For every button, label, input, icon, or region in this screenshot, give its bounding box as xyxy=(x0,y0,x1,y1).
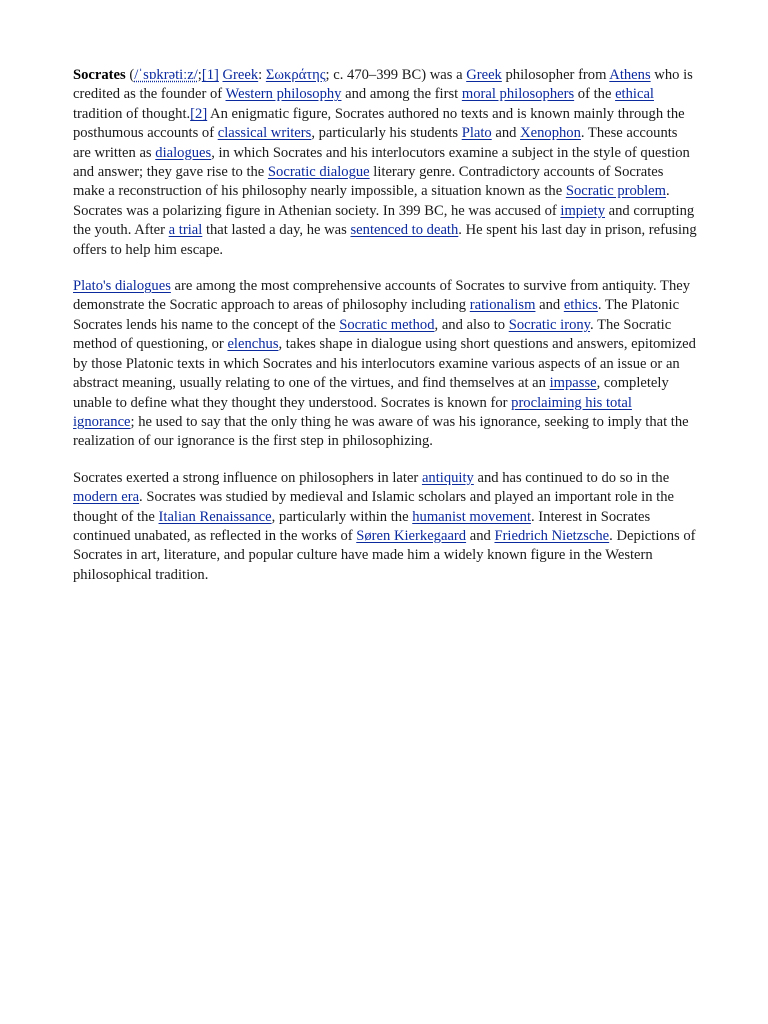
article-subject-bold: Socrates xyxy=(73,67,126,83)
text-run: philosopher from xyxy=(501,67,610,83)
text-run: ; c. 470–399 BC) was a xyxy=(325,67,467,83)
link-socratic-method[interactable]: Socratic method xyxy=(339,316,435,333)
text-run: and xyxy=(535,297,564,314)
text-run: ; he used to say that the only thing he was aware of was his ignorance, seeking to imply that the realization of our ignorance is the first step in philosophizing. xyxy=(73,413,689,450)
text-run: and has continued to do so in the xyxy=(473,469,670,486)
text-run: Socrates exerted a strong influence on philosophers in later xyxy=(73,469,422,486)
text-run: who is credited as the founder of xyxy=(73,67,693,103)
text-run: are among the most comprehensive accounts of Socrates to survive from antiquity. They demonstrate the Socratic approach to areas of philosophy including xyxy=(73,278,691,314)
text-run: tradition of thought. xyxy=(73,105,191,122)
text-run: . Socrates was studied by medieval and Islamic scholars and played an important role in the thought of the xyxy=(73,489,674,525)
link-ref[interactable]: Σωκράτης xyxy=(265,67,326,83)
paragraph-3 xyxy=(73,469,697,585)
text-run: , and also to xyxy=(434,316,509,333)
text-run: that lasted a day, he was xyxy=(202,222,351,239)
link-modern-era[interactable]: modern era xyxy=(73,489,140,506)
link-athens[interactable]: Athens xyxy=(609,67,651,83)
link-socratic-dialogue[interactable]: Socratic dialogue xyxy=(267,164,370,181)
link-socratic-irony[interactable]: Socratic irony xyxy=(508,316,591,333)
text-run: ( xyxy=(125,67,135,83)
link-humanist-movement[interactable]: humanist movement xyxy=(412,508,531,525)
text-run: and xyxy=(491,125,521,142)
article-body xyxy=(73,66,697,602)
text-run: . The Platonic Socrates lends his name to the concept of the xyxy=(73,297,680,333)
text-run: , particularly within the xyxy=(271,508,413,525)
link-2[interactable]: [2] xyxy=(190,105,208,122)
link-s-ren-kierkegaard[interactable]: Søren Kierkegaard xyxy=(356,527,467,544)
text-run: and among the first xyxy=(341,86,462,103)
text-run: : xyxy=(258,67,266,83)
text-run: , completely unable to define what they thought they understood. Socrates is known for xyxy=(73,375,669,411)
text-run: . Socrates was a polarizing figure in Athenian society. In 399 BC, he was accused of xyxy=(73,183,670,219)
text-run: . Depictions of Socrates in art, literature, and popular culture have made him a widely known figure in the Western philosophical tradition. xyxy=(73,527,696,583)
text-run: ; xyxy=(197,67,202,83)
pronunciation-ipa[interactable]: /ˈsɒkrətiːz/ xyxy=(134,67,198,83)
link-rationalism[interactable]: rationalism xyxy=(469,297,536,314)
link-xenophon[interactable]: Xenophon xyxy=(520,125,581,142)
link-classical-writers[interactable]: classical writers xyxy=(217,125,312,142)
link-antiquity[interactable]: antiquity xyxy=(421,469,474,486)
link-greek[interactable]: Greek xyxy=(466,67,502,83)
link-sentenced-to-death[interactable]: sentenced to death xyxy=(350,222,459,239)
link-dialogues[interactable]: dialogues xyxy=(155,144,212,161)
text-run: , particularly his students xyxy=(311,125,462,142)
text-run: , takes shape in dialogue using short questions and answers, epitomized by those Platonic texts in which Socrates and his interlocutors examine various aspects of an issue or an abstract meaning, usually relating to one of the virtues, and find themselves at an xyxy=(73,336,696,392)
link-greek[interactable]: Greek xyxy=(222,67,259,83)
link-a-trial[interactable]: a trial xyxy=(168,222,203,239)
text-run: . Interest in Socrates continued unabated, as reflected in the works of xyxy=(73,508,651,544)
link-impasse[interactable]: impasse xyxy=(549,375,597,392)
link-plato[interactable]: Plato xyxy=(461,125,492,142)
link-impiety[interactable]: impiety xyxy=(560,202,605,219)
link-italian-renaissance[interactable]: Italian Renaissance xyxy=(158,508,272,525)
text-run: of the xyxy=(574,86,616,103)
text-run: and corrupting the youth. After xyxy=(73,202,695,239)
text-run: and xyxy=(466,527,495,544)
paragraph-1 xyxy=(73,66,697,260)
text-run: . The Socratic method of questioning, or xyxy=(73,316,672,353)
paragraph-2 xyxy=(73,277,697,452)
link-elenchus[interactable]: elenchus xyxy=(227,336,279,353)
link-friedrich-nietzsche[interactable]: Friedrich Nietzsche xyxy=(494,527,610,544)
link-plato-s-dialogues[interactable]: Plato's dialogues xyxy=(73,278,171,295)
link-1[interactable]: [1] xyxy=(201,67,219,83)
link-socratic-problem[interactable]: Socratic problem xyxy=(565,183,666,200)
text-run: An enigmatic figure, Socrates authored no texts and is known mainly through the posthumous accounts of xyxy=(73,105,685,142)
text-run: , in which Socrates and his interlocutors examine a subject in the style of question and answer; they gave rise to the xyxy=(73,144,690,181)
text-run: . He spent his last day in prison, refusing offers to help him escape. xyxy=(73,222,697,258)
text-run: . These accounts are written as xyxy=(73,125,678,161)
link-moral-philosophers[interactable]: moral philosophers xyxy=(461,86,575,103)
link-ethics[interactable]: ethics xyxy=(563,297,598,314)
link-ethical[interactable]: ethical xyxy=(615,86,654,103)
link-western-philosophy[interactable]: Western philosophy xyxy=(225,86,342,103)
link-proclaiming-his-total-ignorance[interactable]: proclaiming his total ignorance xyxy=(73,394,632,430)
text-run: literary genre. Contradictory accounts of Socrates make a reconstruction of his philosophy nearly impossible, a situation known as the xyxy=(73,164,664,200)
